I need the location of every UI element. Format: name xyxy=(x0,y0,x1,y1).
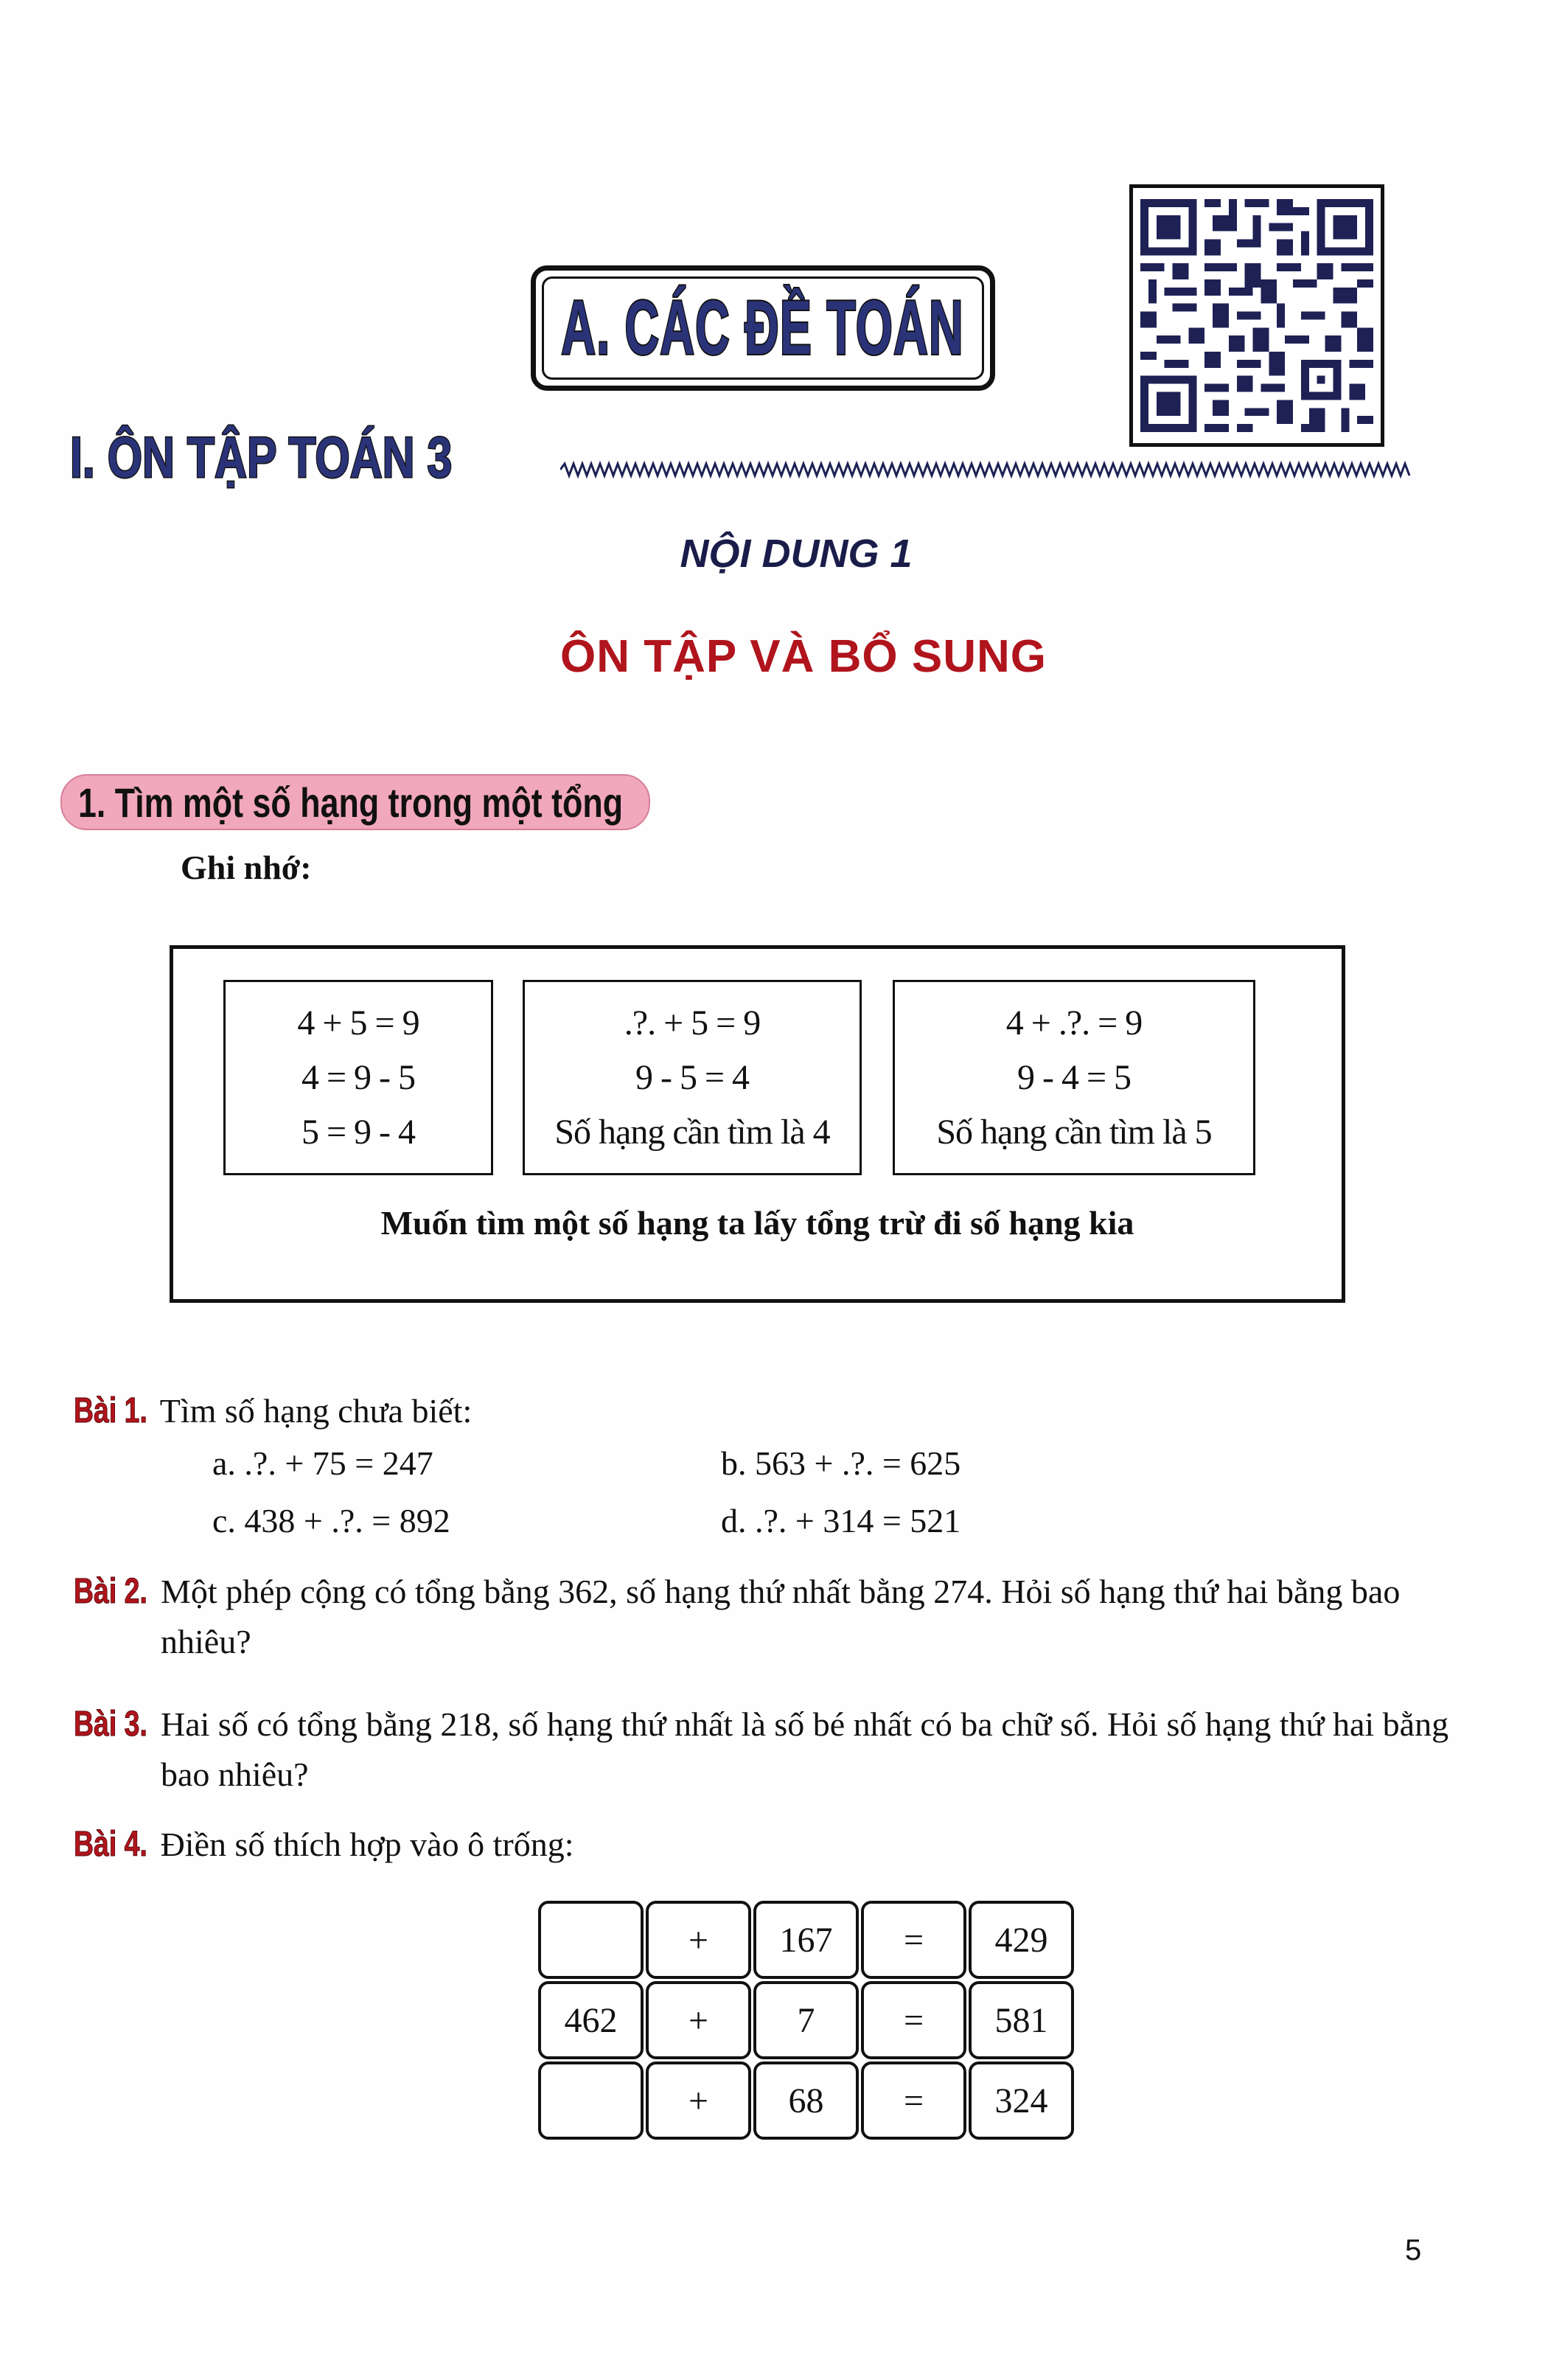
sum-cell: 429 xyxy=(969,1901,1074,1979)
number-cell: 167 xyxy=(753,1901,859,1979)
exercise-label: Bài 3. xyxy=(74,1705,147,1744)
exercise-1-item-c: c. 438 + .?. = 892 xyxy=(212,1502,450,1539)
example-line: 9 - 4 = 5 xyxy=(1017,1057,1132,1097)
equals-cell: = xyxy=(861,1981,966,2059)
exercise-label: Bài 4. xyxy=(74,1825,147,1864)
fill-in-grid xyxy=(538,1901,1074,2140)
exercise-prompt: Điền số thích hợp vào ô trống: xyxy=(160,1826,574,1863)
qr-code-icon[interactable] xyxy=(1129,184,1384,447)
remember-label: Ghi nhớ: xyxy=(181,849,312,886)
answer-blank[interactable] xyxy=(538,2061,644,2140)
example-line: 4 + 5 = 9 xyxy=(297,1003,419,1043)
example-card xyxy=(893,980,1255,1175)
sum-cell: 324 xyxy=(969,2061,1074,2140)
answer-blank[interactable] xyxy=(538,1901,644,1979)
number-cell: 68 xyxy=(753,2061,859,2140)
operator-cell: + xyxy=(646,1901,751,1979)
section-banner-inner-frame xyxy=(542,276,984,380)
example-line: 9 - 5 = 4 xyxy=(635,1057,750,1097)
wavy-divider xyxy=(560,461,1448,479)
remember-box xyxy=(170,945,1345,1303)
rule-statement: Muốn tìm một số hạng ta lấy tổng trừ đi số hạng kia xyxy=(380,1204,1134,1242)
topic-heading-text: 1. Tìm một số hạng trong một tổng xyxy=(78,779,624,826)
exercise-1-item-a: a. .?. + 75 = 247 xyxy=(212,1444,433,1482)
exercise-1-item-d: d. .?. + 314 = 521 xyxy=(721,1502,961,1539)
exercise-prompt: Tìm số hạng chưa biết: xyxy=(159,1392,473,1430)
topic-heading xyxy=(60,774,650,830)
content-title: ÔN TẬP VÀ BỔ SUNG xyxy=(559,631,1047,682)
equals-cell: = xyxy=(861,2061,966,2140)
exercise-label: Bài 1. xyxy=(74,1391,147,1430)
qr-code-graphic xyxy=(1140,195,1373,436)
exercise-prompt: Một phép cộng có tổng bằng 362, số hạng thứ nhất bằng 274. Hỏi số hạng thứ hai bằng bao nhiêu? xyxy=(161,1573,1401,1660)
number-cell: 462 xyxy=(538,1981,644,2059)
example-line: 4 + .?. = 9 xyxy=(1005,1003,1143,1043)
banner-title: A. CÁC ĐỀ TOÁN xyxy=(561,285,965,371)
operator-cell: + xyxy=(646,2061,751,2140)
example-line: 4 = 9 - 5 xyxy=(301,1057,416,1097)
equals-cell: = xyxy=(861,1901,966,1979)
exercise-1 xyxy=(74,1386,472,1436)
sum-cell: 581 xyxy=(969,1981,1074,2059)
exercise-label: Bài 2. xyxy=(74,1572,147,1611)
content-label: NỘI DUNG 1 xyxy=(680,532,913,576)
example-line: 5 = 9 - 4 xyxy=(301,1113,416,1152)
exercise-4 xyxy=(74,1820,573,1870)
example-card xyxy=(523,980,862,1175)
example-line: Số hạng cần tìm là 4 xyxy=(554,1113,830,1152)
example-card xyxy=(223,980,493,1175)
exercise-2 xyxy=(74,1567,1460,1667)
example-line: Số hạng cần tìm là 5 xyxy=(936,1113,1212,1152)
exercise-prompt: Hai số có tổng bằng 218, số hạng thứ nhất là số bé nhất có ba chữ số. Hỏi số hạng thứ hai bằng bao nhiêu? xyxy=(161,1705,1449,1793)
example-line: .?. + 5 = 9 xyxy=(624,1003,761,1043)
section-title: I. ÔN TẬP TOÁN 3 xyxy=(70,425,453,490)
page-number: 5 xyxy=(1405,2234,1422,2266)
section-banner xyxy=(531,265,995,391)
operator-cell: + xyxy=(646,1981,751,2059)
exercise-1-item-b: b. 563 + .?. = 625 xyxy=(721,1444,961,1482)
exercise-3 xyxy=(74,1699,1460,1800)
number-cell: 7 xyxy=(753,1981,859,2059)
